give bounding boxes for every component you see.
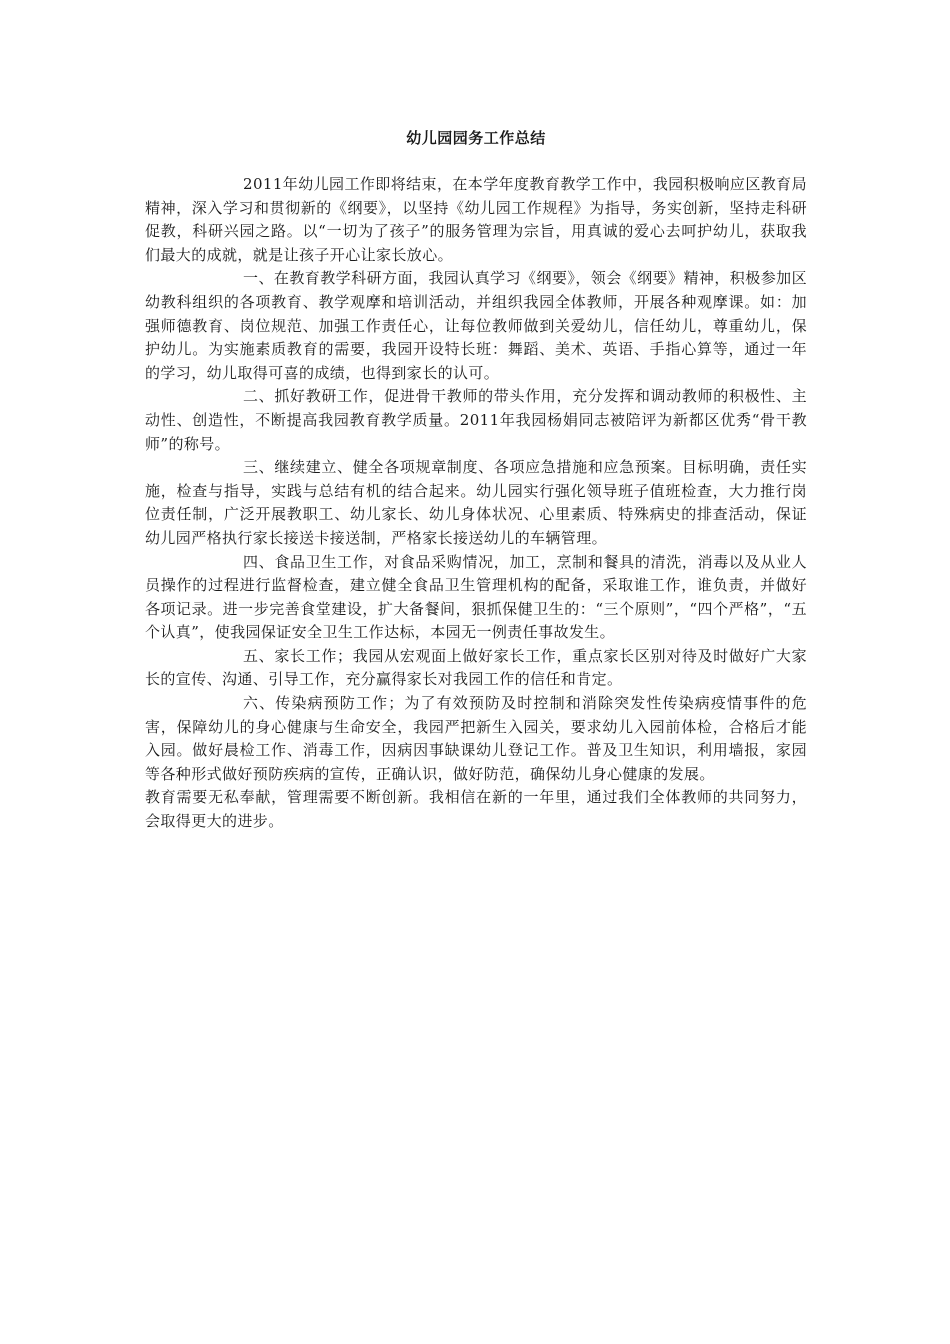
paragraph-teaching-study: 二、抓好教研工作，促进骨干教师的带头作用，充分发挥和调动教师的积极性、主动性、创造性，不断提高我园教育教学质量。2011年我园杨娟同志被陪评为新都区优秀“骨干教师”的称号。 — [145, 387, 807, 453]
paragraph-intro: 2011年幼儿园工作即将结束，在本学年度教育教学工作中，我园积极响应区教育局精神，深入学习和贯彻新的《纲要》，以坚持《幼儿园工作规程》为指导，务实创新，坚持走科研促教，科研兴园之路。以“一切为了孩子”的服务管理为宗旨，用真诚的爱心去呵护幼儿，获取我们最大的成就，就是让孩子开心让家长放心。 — [145, 175, 807, 264]
paragraph-rules-system: 三、继续建立、健全各项规章制度、各项应急措施和应急预案。目标明确，责任实施，检查与指导，实践与总结有机的结合起来。幼儿园实行强化领导班子值班检查，大力推行岗位责任制，广泛开展教职工、幼儿家长、幼儿身体状况、心里素质、特殊病史的排查活动，保证幼儿园严格执行家长接送卡接送制，严格家长接送幼儿的车辆管理。 — [145, 458, 807, 547]
paragraph-food-hygiene: 四、食品卫生工作，对食品采购情况，加工，烹制和餐具的清洗，消毒以及从业人员操作的过程进行监督检查，建立健全食品卫生管理机构的配备，采取谁工作，谁负责，并做好各项记录。进一步完善食堂建设，扩大备餐间，狠抓保健卫生的：“三个原则”，“四个严格”，“五个认真”，使我园保证安全卫生工作达标，本园无一例责任事故发生。 — [145, 552, 807, 642]
paragraph-parent-work: 五、家长工作；我园从宏观面上做好家长工作，重点家长区别对待及时做好广大家长的宣传、沟通、引导工作，充分赢得家长对我园工作的信任和肯定。 — [145, 646, 807, 689]
document-body — [145, 173, 807, 834]
paragraph-conclusion: 教育需要无私奉献，管理需要不断创新。我相信在新的一年里，通过我们全体教师的共同努力，会取得更大的进步。 — [145, 788, 807, 831]
paragraph-teaching-research: 一、在教育教学科研方面，我园认真学习《纲要》，领会《纲要》精神，积极参加区幼教科组织的各项教育、教学观摩和培训活动，并组织我园全体教师，开展各种观摩课。如：加强师德教育、岗位规范、加强工作责任心，让每位教师做到关爱幼儿，信任幼儿，尊重幼儿，保护幼儿。为实施素质教育的需要，我园开设特长班：舞蹈、美术、英语、手指心算等，通过一年的学习，幼儿取得可喜的成绩，也得到家长的认可。 — [145, 269, 807, 382]
document-title: 幼儿园园务工作总结 — [406, 129, 546, 147]
paragraph-disease-prevention: 六、传染病预防工作；为了有效预防及时控制和消除突发性传染病疫情事件的危害，保障幼儿的身心健康与生命安全，我园严把新生入园关，要求幼儿入园前体检，合格后才能入园。做好晨检工作、消毒工作，因病因事缺课幼儿登记工作。普及卫生知识，利用墙报，家园等各种形式做好预防疾病的宣传，正确认识，做好防范，确保幼儿身心健康的发展。 — [145, 694, 807, 783]
